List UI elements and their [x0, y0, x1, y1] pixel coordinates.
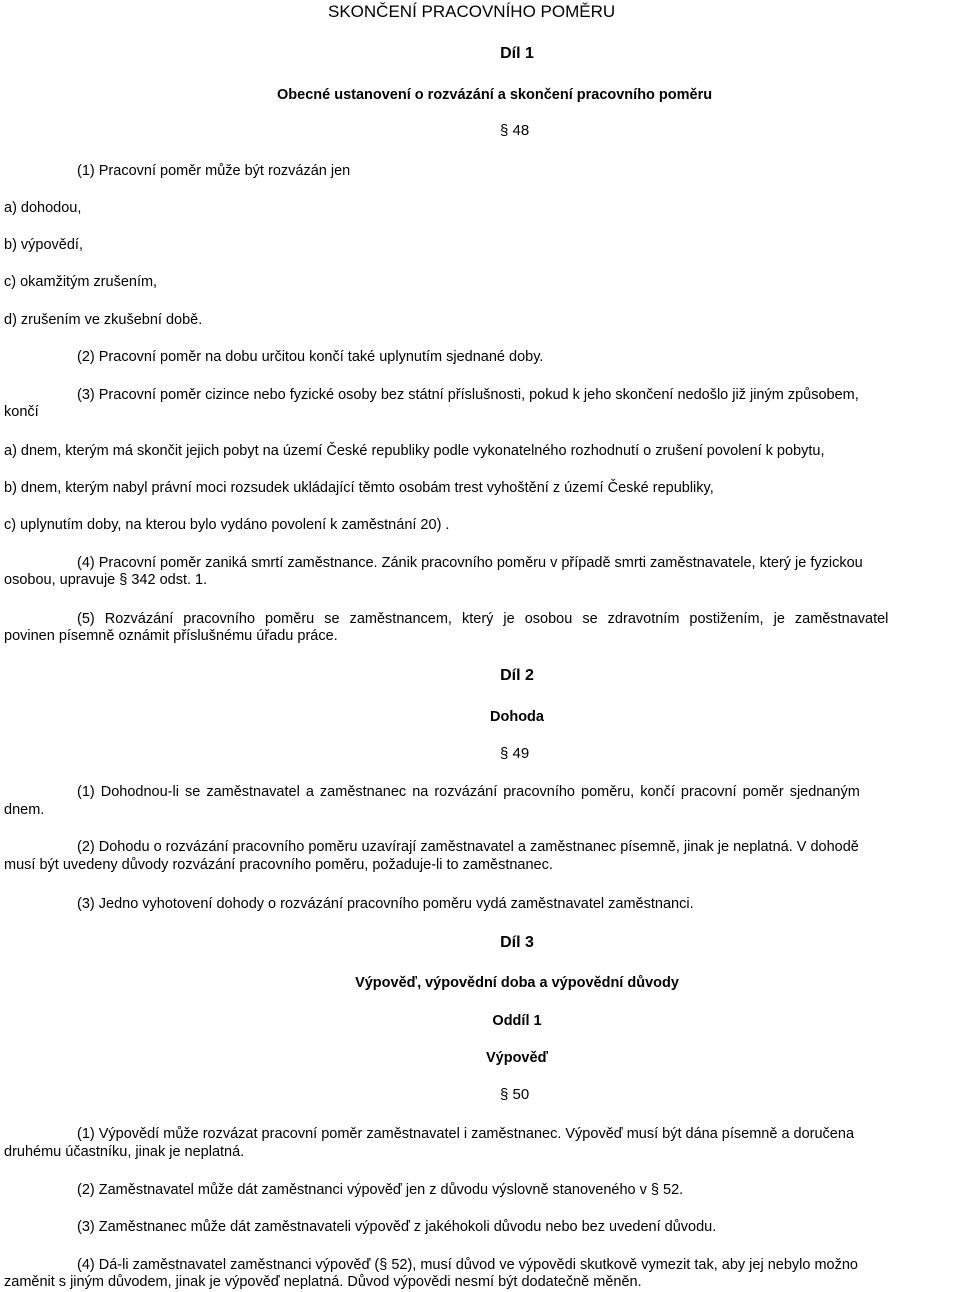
part-1-heading: Díl 1	[500, 45, 534, 62]
s48-item-a: a) dohodou,	[4, 200, 82, 216]
division-1-title: Výpověď	[485, 1050, 548, 1066]
s49-paragraph-1: (1) Dohodnou-li se zaměstnavatel a zaměstnanec na rozvázání pracovního poměru, končí pracovní poměr sjednaným	[77, 784, 860, 800]
part-3-heading: Díl 3	[500, 934, 534, 951]
part-2-subheading: Dohoda	[490, 709, 544, 725]
s48-paragraph-4-line1: (4) Pracovní poměr zaniká smrtí zaměstnance. Zánik pracovního poměru v případě smrti zaměstnavatele, který je fyzickou	[77, 555, 863, 571]
s50-paragraph-2: (2) Zaměstnavatel může dát zaměstnanci výpověď jen z důvodu výslovně stanoveného v § 52.	[77, 1182, 684, 1198]
part-2-heading: Díl 2	[500, 667, 534, 684]
s48-paragraph-2: (2) Pracovní poměr na dobu určitou končí také uplynutím sjednané doby.	[77, 349, 544, 365]
s48-p3-item-c: c) uplynutím doby, na kterou bylo vydáno povolení k zaměstnání 20) .	[4, 517, 450, 533]
s50-paragraph-4-line1: (4) Dá-li zaměstnavatel zaměstnanci výpověď (§ 52), musí důvod ve výpovědi skutkově vymezit tak, aby jej nebylo možno	[77, 1257, 858, 1273]
s49-paragraph-3: (3) Jedno vyhotovení dohody o rozvázání pracovního poměru vydá zaměstnavatel zaměstnanci.	[77, 896, 694, 912]
s48-item-d: d) zrušením ve zkušební době.	[4, 312, 203, 328]
s49-paragraph-2-line1: (2) Dohodu o rozvázání pracovního poměru uzavírají zaměstnavatel a zaměstnanec písemně, jinak je neplatná. V dohodě	[77, 839, 859, 855]
s48-item-c: c) okamžitým zrušením,	[4, 274, 158, 290]
s50-paragraph-3: (3) Zaměstnanec může dát zaměstnavateli výpověď z jakéhokoli důvodu nebo bez uvedení důvodu.	[77, 1219, 717, 1235]
s48-paragraph-4-line2: osobou, upravuje § 342 odst. 1.	[4, 572, 208, 588]
s48-item-b: b) výpovědí,	[4, 237, 83, 253]
s48-p3-item-b: b) dnem, kterým nabyl právní moci rozsudek ukládající těmto osobám trest vyhoštění z území České republiky,	[4, 480, 714, 496]
s49-paragraph-1-tail: dnem.	[4, 802, 45, 818]
s48-paragraph-1: (1) Pracovní poměr může být rozvázán jen	[77, 163, 351, 179]
section-50-number: § 50	[500, 1086, 530, 1103]
part-1-subheading: Obecné ustanovení o rozvázání a skončení pracovního poměru	[277, 87, 713, 103]
s49-paragraph-2-line2: musí být uvedeny důvody rozvázání pracovního poměru, požaduje-li to zaměstnanec.	[4, 857, 553, 873]
section-48-number: § 48	[500, 122, 530, 139]
part-3-subheading: Výpověď, výpovědní doba a výpovědní důvody	[355, 975, 679, 991]
s48-paragraph-3: (3) Pracovní poměr cizince nebo fyzické osoby bez státní příslušnosti, pokud k jeho skončení nedošlo již jiným způsobem,	[77, 387, 859, 403]
s50-paragraph-1-line1: (1) Výpovědí může rozvázat pracovní poměr zaměstnavatel i zaměstnanec. Výpověď musí být dána písemně a doručena	[77, 1126, 855, 1142]
s48-p3-item-a: a) dnem, kterým má skončit jejich pobyt na území České republiky podle vykonatelného rozhodnutí o zrušení povolení k pobytu,	[4, 443, 825, 459]
section-49-number: § 49	[500, 745, 530, 762]
s50-paragraph-1-line2: druhému účastníku, jinak je neplatná.	[4, 1144, 245, 1160]
document-title: SKONČENÍ PRACOVNÍHO POMĚRU	[328, 2, 616, 21]
s48-paragraph-3-tail: končí	[4, 404, 39, 420]
s50-paragraph-4-line2: zaměnit s jiným důvodem, jinak je výpověď neplatná. Důvod výpovědi nesmí být dodatečně měněn.	[4, 1274, 642, 1290]
division-1-heading: Oddíl 1	[492, 1013, 542, 1029]
s48-paragraph-5-line1: (5) Rozvázání pracovního poměru se zaměstnancem, který je osobou se zdravotním postižením, je zaměstnavatel	[77, 611, 889, 627]
s48-paragraph-5-line2: povinen písemně oznámit příslušnému úřadu práce.	[4, 628, 338, 644]
